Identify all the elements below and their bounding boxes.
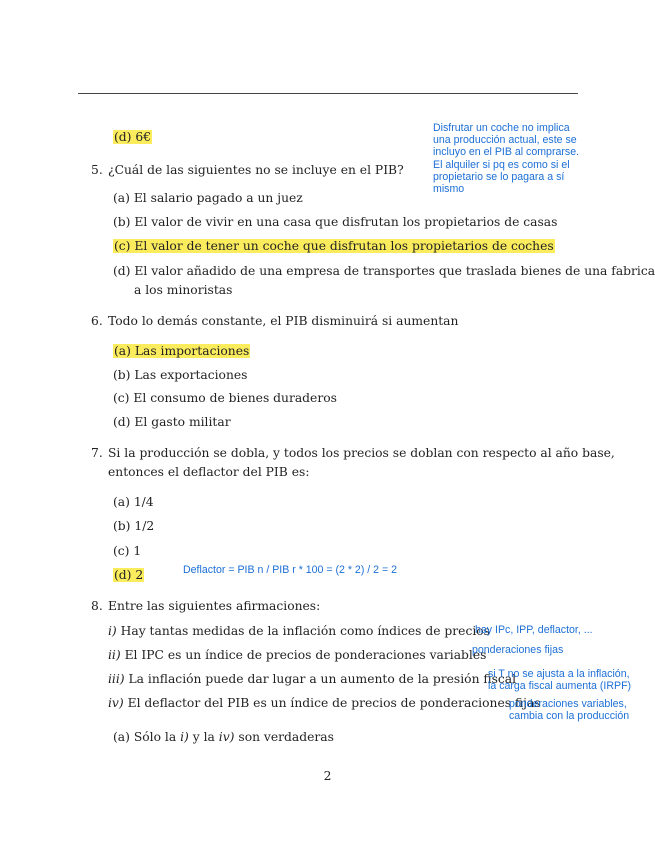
- header-rule: [78, 93, 578, 94]
- q5-option-c: [113, 238, 555, 254]
- annotation-deflactor-pond: [509, 698, 629, 722]
- roman-numeral: i): [180, 730, 189, 744]
- q5-option-d: (d) El valor añadido de una empresa de transportes que traslada bienes de una fabrica: [113, 264, 655, 278]
- q6-option-b: (b) Las exportaciones: [113, 368, 248, 382]
- q5-question: ¿Cuál de las siguientes no se incluye en el PIB?: [108, 163, 404, 177]
- statement-text: El IPC es un índice de precios de ponderaciones variables: [120, 648, 487, 662]
- option-text: (a) Sólo la: [113, 730, 181, 744]
- q8-statement-i: [108, 623, 490, 639]
- highlight: (d) 6€: [114, 130, 152, 144]
- q7-number: 7.: [91, 446, 103, 460]
- annotation-ipc: ponderaciones fijas: [472, 644, 564, 656]
- statement-text: Hay tantas medidas de la inflación como índices de precios: [116, 624, 490, 638]
- q6-number: 6.: [91, 314, 103, 328]
- annotation-line: la carga fiscal aumenta (IRPF): [488, 680, 632, 693]
- q8-number: 8.: [91, 599, 103, 613]
- page-number: 2: [323, 769, 332, 783]
- annotation-line: incluyo en el PIB al comprarse.: [433, 146, 580, 159]
- highlight: (c) El valor de tener un coche que disfrutan los propietarios de coches: [114, 239, 554, 253]
- q8-statement-iv: [108, 695, 541, 711]
- q6-option-a: [113, 343, 250, 359]
- q6-option-c: (c) El consumo de bienes duraderos: [113, 391, 337, 405]
- q7-option-c: (c) 1: [113, 544, 142, 558]
- option-text: y la: [188, 730, 219, 744]
- statement-text: El deflactor del PIB es un índice de precios de ponderaciones fijas: [123, 696, 541, 710]
- q7-question-cont: entonces el deflactor del PIB es:: [108, 465, 310, 479]
- annotation-line: Disfrutar un coche no implica: [433, 122, 570, 134]
- option-text: son verdaderas: [234, 730, 334, 744]
- q8-option-a: [113, 729, 334, 745]
- q5-option-b: (b) El valor de vivir en una casa que disfrutan los propietarios de casas: [113, 215, 558, 229]
- roman-numeral: i): [108, 624, 117, 638]
- q6-option-d: (d) El gasto militar: [113, 415, 231, 429]
- q7-option-d: [113, 567, 144, 583]
- q8-statement-ii: [108, 647, 486, 663]
- annotation-line: mismo: [433, 183, 465, 196]
- annotation-line: El alquiler si pq es como si el: [433, 158, 570, 171]
- annotation-line: cambia con la producción: [509, 710, 630, 723]
- annotation-line: propietario se lo pagara a sí: [433, 170, 565, 183]
- annotation-presion: [488, 668, 631, 692]
- annotation-line: una producción actual, este se: [433, 134, 577, 147]
- q5-option-d-cont: a los minoristas: [134, 283, 233, 297]
- q8-question: Entre las siguientes afirmaciones:: [108, 599, 321, 613]
- q5-option-a: (a) El salario pagado a un juez: [113, 191, 303, 205]
- statement-text: La inflación puede dar lugar a un aumento de la presión fiscal: [124, 672, 517, 686]
- annotation-line: si T no se ajusta a la inflación,: [488, 668, 630, 680]
- roman-numeral: ii): [108, 648, 121, 662]
- q7-option-b: (b) 1/2: [113, 519, 155, 533]
- q7-question: Si la producción se dobla, y todos los precios se doblan con respecto al año base,: [108, 446, 615, 460]
- annotation-deflactor: Deflactor = PIB n / PIB r * 100 = (2 * 2) / 2 = 2: [183, 564, 398, 576]
- roman-numeral: iv): [108, 696, 124, 710]
- highlight: (a) Las importaciones: [114, 344, 250, 358]
- q8-statement-iii: [108, 671, 516, 687]
- roman-numeral: iv): [218, 730, 235, 744]
- q5-number: 5.: [91, 163, 103, 177]
- annotation-medidas: hay IPc, IPP, deflactor, ...: [475, 624, 593, 636]
- q7-option-a: (a) 1/4: [113, 495, 154, 509]
- annotation-coche: [433, 122, 579, 195]
- highlight: (d) 2: [114, 568, 144, 582]
- roman-numeral: iii): [108, 672, 125, 686]
- q4-option-d: [113, 129, 152, 145]
- annotation-line: ponderaciones variables,: [509, 698, 627, 710]
- q6-question: Todo lo demás constante, el PIB disminuirá si aumentan: [108, 314, 459, 328]
